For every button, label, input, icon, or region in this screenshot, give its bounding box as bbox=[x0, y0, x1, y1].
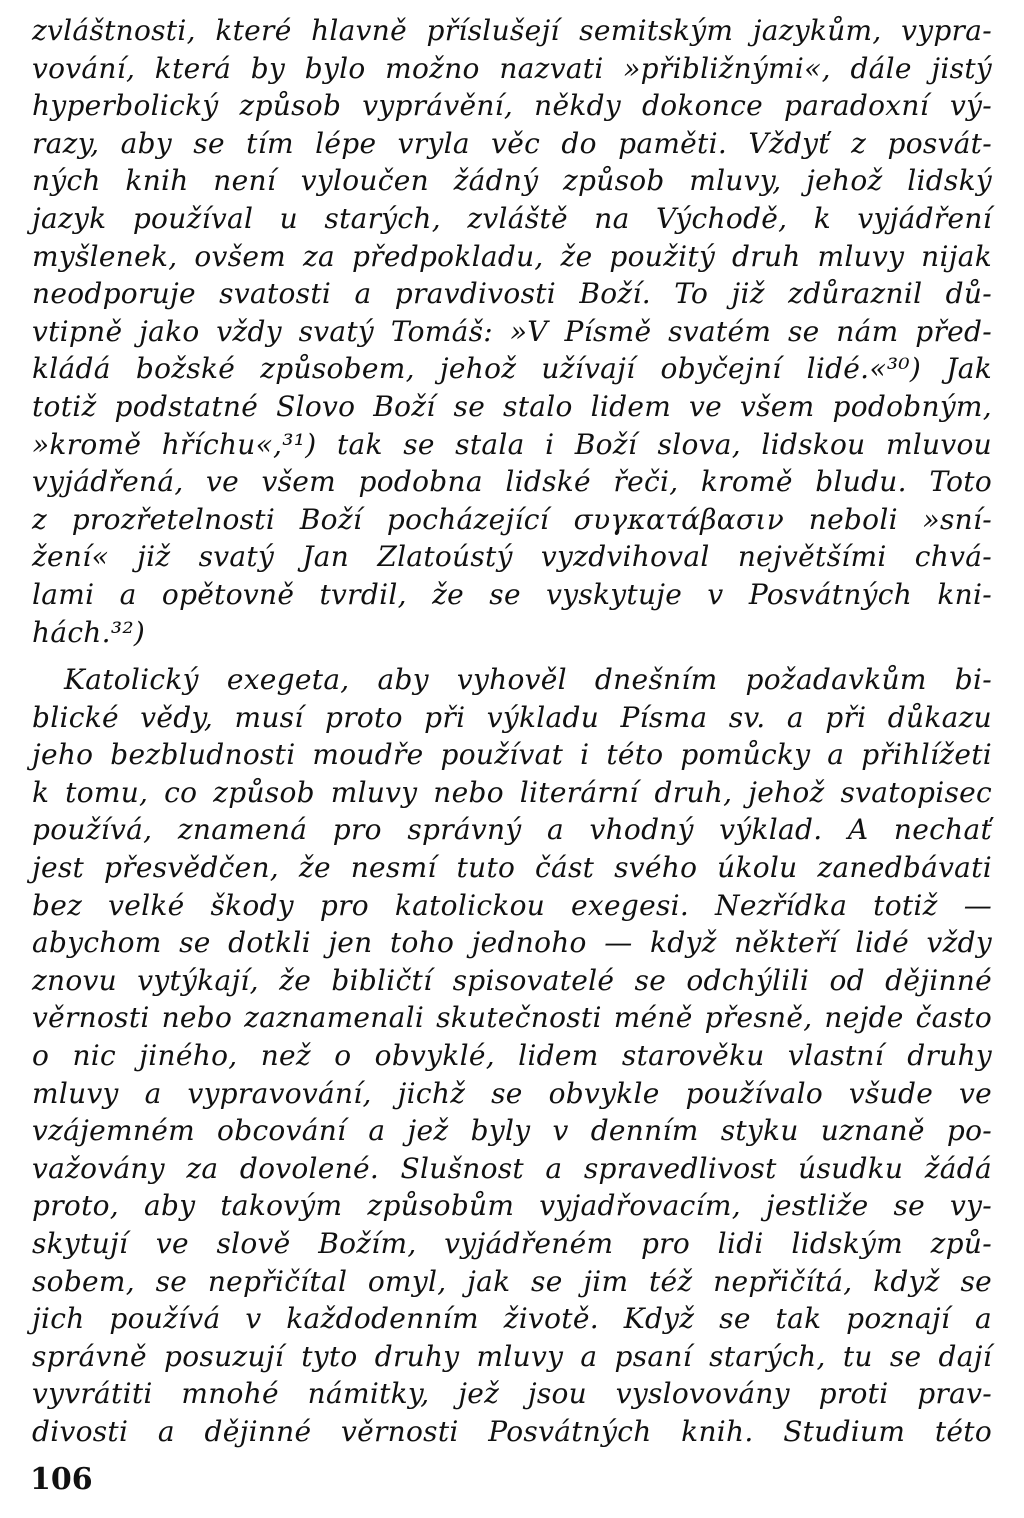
text-line: proto, aby takovým způsobům vyjadřovacím, jestliže se vy- bbox=[32, 1189, 992, 1223]
text-line: k tomu, co způsob mluvy nebo literární druh, jehož svatopisec bbox=[32, 775, 992, 809]
text-line: Katolický exegeta, aby vyhověl dnešním požadavkům bi- bbox=[64, 663, 992, 696]
text-line: vzájemném obcování a jež byly v denním styku uznaně po- bbox=[32, 1114, 992, 1148]
text-line: žení« již svatý Jan Zlatoústý vyzdvihoval největšími chvá- bbox=[32, 540, 992, 574]
text-line: razy, aby se tím lépe vryla věc do paměti. Vždyť z posvát- bbox=[32, 126, 992, 160]
text-line: abychom se dotkli jen toho jednoho — když někteří lidé vždy bbox=[32, 926, 992, 960]
text-line: správně posuzují tyto druhy mluvy a psaní starých, tu se dají bbox=[32, 1339, 992, 1373]
text-line: neodporuje svatosti a pravdivosti Boží. To již zdůraznil dů- bbox=[32, 277, 992, 311]
text-line: jich používá v každodenním životě. Když se tak poznají a bbox=[32, 1302, 992, 1336]
text-line: myšlenek, ovšem za předpokladu, že použitý druh mluvy nijak bbox=[32, 239, 992, 273]
text-line: jest přesvědčen, že nesmí tuto část svého úkolu zanedbávati bbox=[32, 850, 992, 884]
text-line: blické vědy, musí proto při výkladu Písma sv. a při důkazu bbox=[32, 700, 992, 734]
text-line: lami a opětovně tvrdil, že se vyskytuje v Posvátných kni- bbox=[32, 577, 992, 611]
paragraph-2 bbox=[32, 661, 992, 1450]
text-line: divosti a dějinné věrnosti Posvátných knih. Studium této bbox=[32, 1414, 992, 1448]
text-line: važovány za dovolené. Slušnost a spravedlivost úsudku žádá bbox=[32, 1151, 992, 1185]
text-line: vování, která by bylo možno nazvati »přibližnými«, dále jistý bbox=[32, 51, 992, 85]
text-line: vyjádřená, ve všem podobna lidské řeči, kromě bludu. Toto bbox=[32, 465, 992, 499]
text-line: mluvy a vypravování, jichž se obvykle používalo všude ve bbox=[32, 1076, 992, 1110]
text-line: bez velké škody pro katolickou exegesi. Nezřídka totiž — bbox=[32, 888, 992, 922]
text-line: ných knih není vyloučen žádný způsob mluvy, jehož lidský bbox=[32, 164, 992, 198]
text-line: kládá božské způsobem, jehož užívají obyčejní lidé.«³⁰) Jak bbox=[32, 352, 992, 386]
text-line: »kromě hříchu«,³¹) tak se stala i Boží slova, lidskou mluvou bbox=[32, 427, 992, 461]
text-line: z prozřetelnosti Boží pocházející συγκατάβασιν neboli »sní- bbox=[32, 502, 992, 536]
text-line: používá, znamená pro správný a vhodný výklad. A nechať bbox=[32, 813, 992, 847]
text-line: zvláštnosti, které hlavně příslušejí semitským jazykům, vypra- bbox=[32, 14, 992, 47]
text-line: o nic jiného, než o obvyklé, lidem starověku vlastní druhy bbox=[32, 1038, 992, 1072]
text-line: jazyk používal u starých, zvláště na Východě, k vyjádření bbox=[32, 201, 992, 235]
text-line: hách.³²) bbox=[32, 615, 146, 649]
text-line: skytují ve slově Božím, vyjádřeném pro lidi lidským způ- bbox=[32, 1226, 992, 1260]
paragraph-1 bbox=[32, 12, 992, 651]
text-line: totiž podstatné Slovo Boží se stalo lidem ve všem podobným, bbox=[32, 389, 992, 423]
page-number: 106 bbox=[30, 1462, 93, 1497]
text-line: jeho bezbludnosti moudře používat i této pomůcky a přihlížeti bbox=[32, 738, 992, 772]
text-line: sobem, se nepřičítal omyl, jak se jim též nepřičítá, když se bbox=[32, 1264, 992, 1298]
text-line: vtipně jako vždy svatý Tomáš: »V Písmě svatém se nám před- bbox=[32, 314, 992, 348]
text-line: znovu vytýkají, že bibličtí spisovatelé se odchýlili od dějinné bbox=[32, 963, 992, 997]
text-line: věrnosti nebo zaznamenali skutečnosti méně přesně, nejde často bbox=[32, 1001, 992, 1035]
text-line: hyperbolický způsob vyprávění, někdy dokonce paradoxní vý- bbox=[32, 89, 992, 123]
text-line: vyvrátiti mnohé námitky, jež jsou vyslovovány proti prav- bbox=[32, 1377, 992, 1411]
